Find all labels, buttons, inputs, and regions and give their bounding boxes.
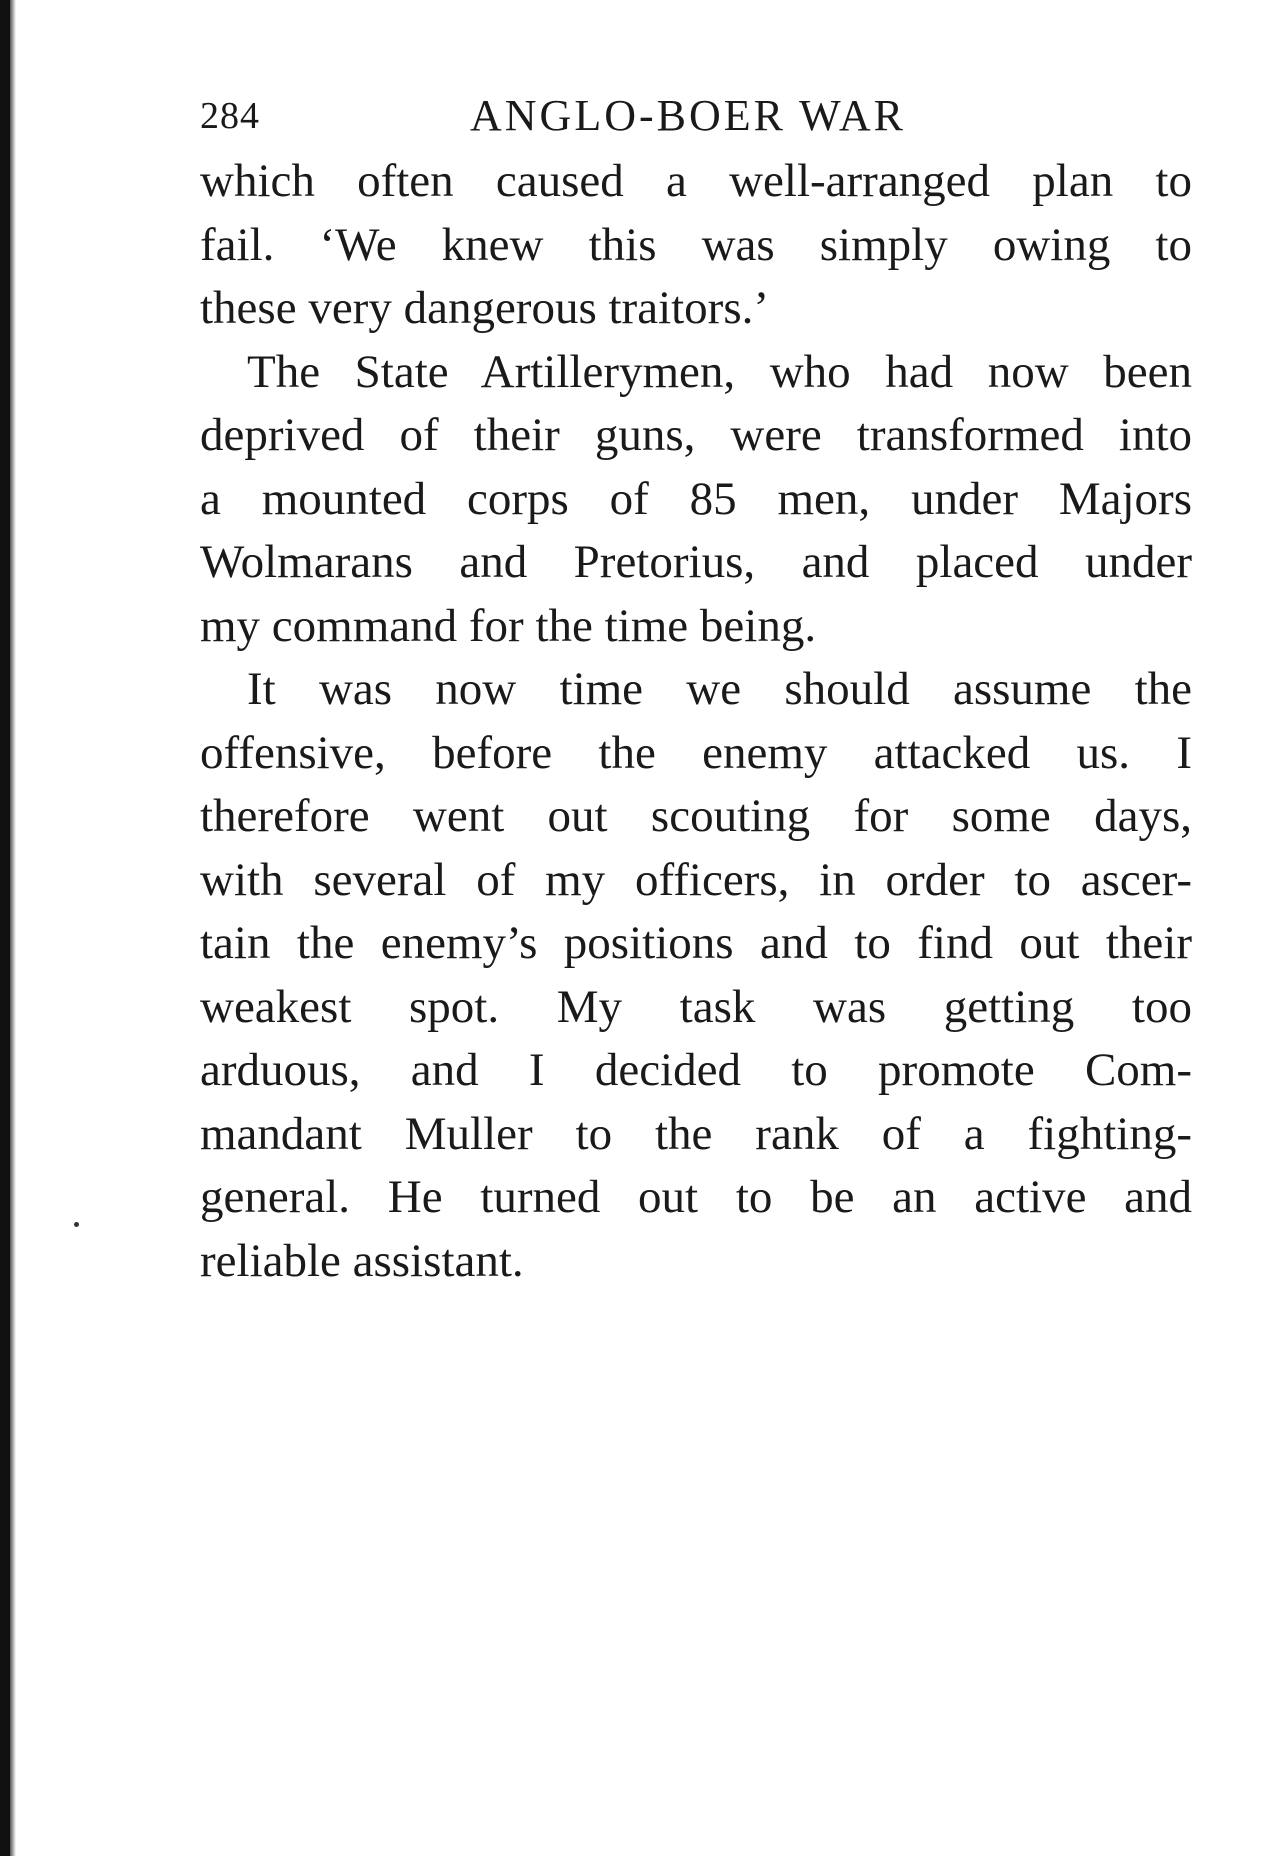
paragraph-line: arduous, and I decided to promote Com- xyxy=(200,1044,1192,1096)
paragraph-line: Wolmarans and Pretorius, and placed under xyxy=(200,536,1192,588)
paragraph-line: The State Artillerymen, who had now been xyxy=(247,345,1192,398)
body-text xyxy=(200,150,1192,1293)
paragraph-line: It was now time we should assume the xyxy=(247,663,1192,715)
paragraph-line: fail. ‘We knew this was simply owing to xyxy=(200,218,1192,271)
page-number: 284 xyxy=(200,95,260,137)
paragraph-line: weakest spot. My task was getting too xyxy=(200,980,1192,1033)
paragraph-line: my command for the time being. xyxy=(200,599,817,652)
paragraph-line: deprived of their guns, were transformed into xyxy=(200,409,1192,461)
book-spine-edge xyxy=(0,0,10,1856)
paragraph-line: which often caused a well-arranged plan to xyxy=(200,155,1192,207)
paragraph-line: offensive, before the enemy attacked us. I xyxy=(200,726,1192,779)
page-header xyxy=(200,90,1190,150)
paragraph-line: a mounted corps of 85 men, under Majors xyxy=(200,472,1192,525)
paragraph-line: reliable assistant. xyxy=(200,1234,524,1287)
paragraph-line: tain the enemy’s positions and to find out their xyxy=(200,917,1192,969)
paragraph-line: mandant Muller to the rank of a fighting- xyxy=(200,1107,1192,1160)
running-title: ANGLO-BOER WAR xyxy=(470,91,906,140)
paragraph-line: general. He turned out to be an active and xyxy=(200,1171,1192,1223)
paragraph-line: with several of my officers, in order to ascer- xyxy=(200,853,1192,906)
paragraph-line: therefore went out scouting for some days, xyxy=(200,790,1192,842)
spine-shadow xyxy=(10,0,16,1856)
paragraph-line: these very dangerous traitors.’ xyxy=(200,282,770,334)
paper-speck xyxy=(74,1222,79,1227)
